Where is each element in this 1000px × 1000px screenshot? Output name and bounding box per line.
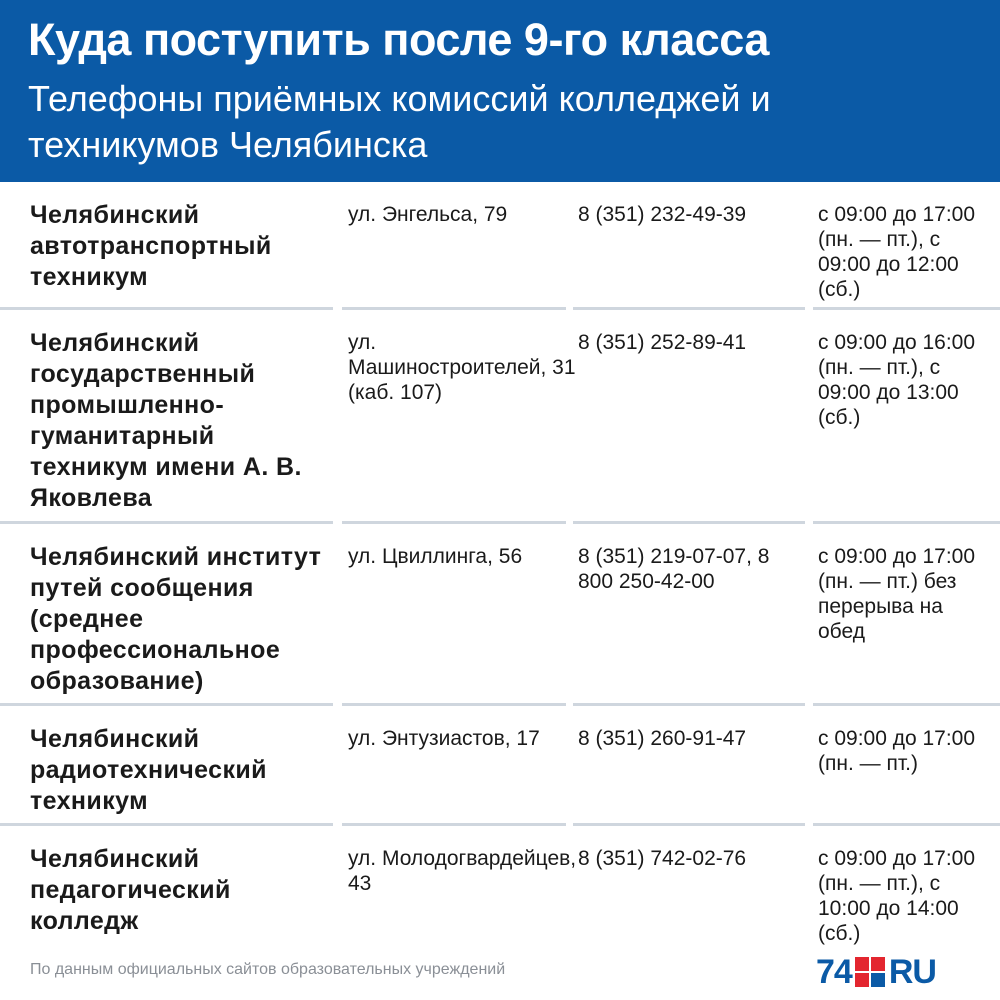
- page-title: Куда поступить после 9-го класса: [28, 14, 769, 65]
- table-row: [0, 182, 1000, 310]
- college-phone: 8 (351) 252-89-41: [578, 331, 747, 354]
- college-phone: 8 (351) 742-02-76: [578, 847, 747, 870]
- college-hours: с 09:00 до 16:00 (пн. — пт.), с 09:00 до 13:00 (сб.): [818, 331, 976, 429]
- college-hours: с 09:00 до 17:00 (пн. — пт.), с 10:00 до 14:00 (сб.): [818, 847, 976, 945]
- college-address: ул. Молодогвардейцев, 43: [348, 847, 577, 895]
- college-phone: 8 (351) 219-07-07, 8 800 250-42-00: [578, 545, 770, 593]
- college-hours: с 09:00 до 17:00 (пн. — пт.), с 09:00 до 12:00 (сб.): [818, 203, 976, 301]
- college-name: Челябинский институт путей сообщения (среднее профессиональное образование): [30, 543, 322, 695]
- table-row: [0, 310, 1000, 524]
- college-phone: 8 (351) 260-91-47: [578, 727, 747, 750]
- site-logo: [816, 952, 936, 992]
- college-address: ул. Энтузиастов, 17: [348, 727, 540, 750]
- college-name: Челябинский автотранспортный техникум: [30, 201, 272, 291]
- table-row: [0, 706, 1000, 826]
- college-name: Челябинский государственный промышленно-гуманитарный техникум имени А. В. Яковлева: [30, 329, 302, 512]
- source-note: По данным официальных сайтов образовательных учреждений: [30, 961, 506, 978]
- college-name: Челябинский педагогический колледж: [30, 845, 231, 935]
- page-subtitle: Телефоны приёмных комиссий колледжей и техникумов Челябинска: [28, 78, 771, 165]
- table-row: [0, 826, 1000, 946]
- logo-domain: RU: [888, 952, 936, 991]
- college-phone: 8 (351) 232-49-39: [578, 203, 747, 226]
- logo-number: 74: [816, 952, 852, 991]
- logo-squares-icon: [855, 957, 885, 987]
- college-name: Челябинский радиотехнический техникум: [30, 725, 267, 815]
- college-hours: с 09:00 до 17:00 (пн. — пт.): [818, 727, 976, 775]
- table-row: [0, 524, 1000, 706]
- college-address: ул. Цвиллинга, 56: [348, 545, 523, 568]
- college-address: ул. Машиностроителей, 31 (каб. 107): [348, 331, 576, 404]
- college-hours: с 09:00 до 17:00 (пн. — пт.) без перерыва на обед: [818, 545, 976, 643]
- college-address: ул. Энгельса, 79: [348, 203, 508, 226]
- header-banner: [0, 0, 1000, 182]
